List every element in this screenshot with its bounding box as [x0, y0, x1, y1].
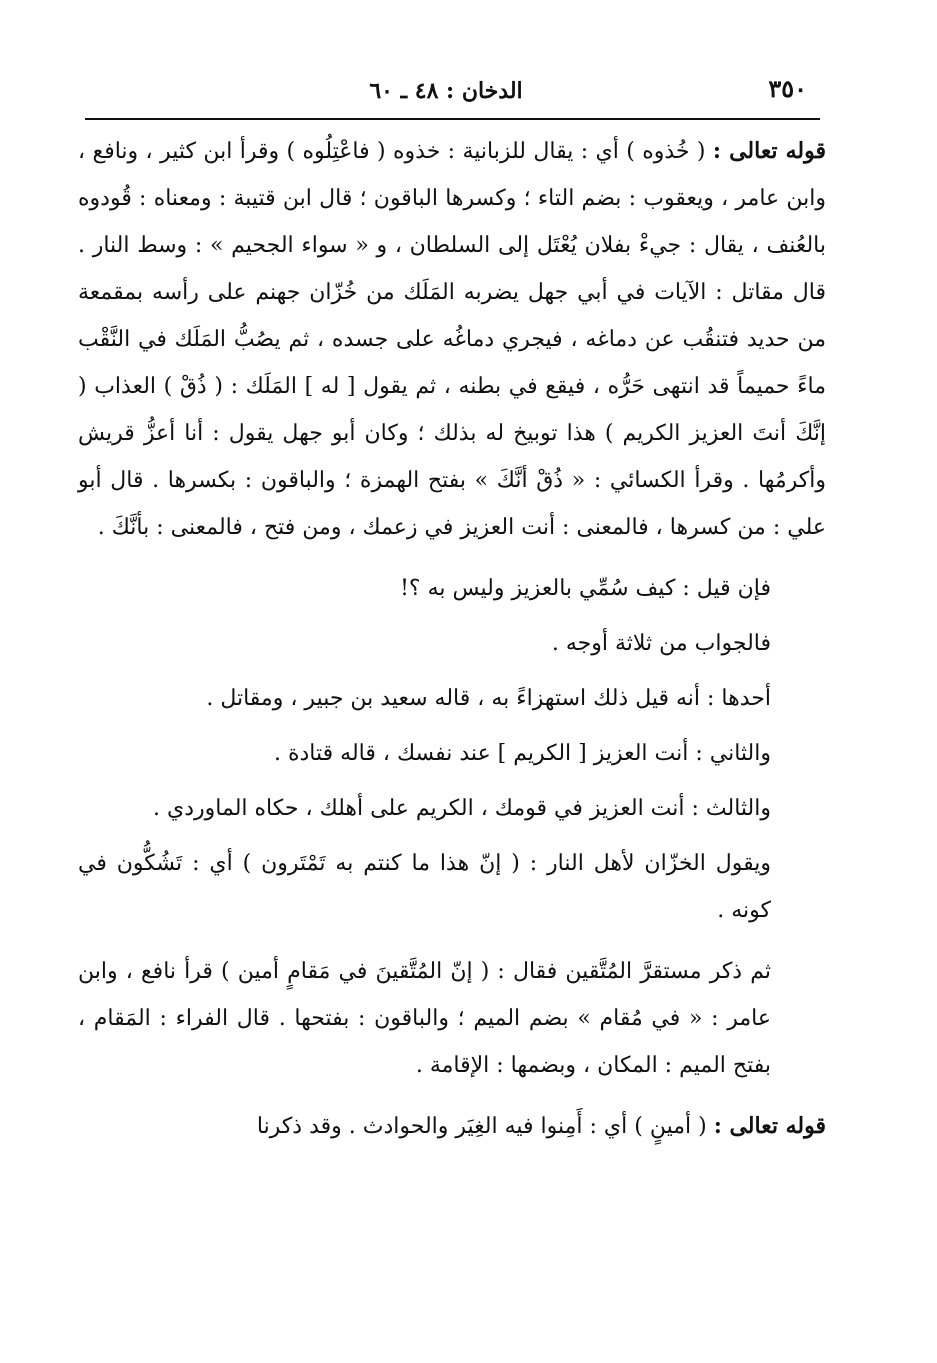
paragraph-answer-intro [78, 620, 826, 667]
paragraph-muttaqin [78, 948, 826, 1089]
paragraph-text: والثالث : أنت العزيز في قومك ، الكريم على أهلك ، حكاه الماوردي . [153, 796, 771, 821]
paragraph-text: والثاني : أنت العزيز [ الكريم ] عند نفسك ، قاله قتادة . [274, 741, 771, 766]
paragraph-commentary-khudhuhu [78, 128, 826, 551]
paragraph-answer-third [78, 785, 826, 832]
paragraph-lead: قوله تعالى : [712, 138, 826, 164]
paragraph-text: ثم ذكر مستقرَّ المُتَّقين فقال : ( إنّ المُتَّقينَ في مَقامٍ أمين ) قرأ نافع ، وابن عامر : « في مُقام » بضم الميم ؛ والباقون : بفتحها . قال الفراء : المَقام ، بفتح الميم : المكان ، وبضمها : الإقامة . [78, 959, 771, 1078]
paragraph-text: فإن قيل : كيف سُمِّي بالعزيز وليس به ؟! [400, 576, 771, 601]
paragraph-answer-first [78, 675, 826, 722]
paragraph-text: فالجواب من ثلاثة أوجه . [551, 631, 771, 656]
page-header [85, 62, 807, 108]
paragraph-text: ( خُذوه ) أي : يقال للزبانية : خذوه ( فاعْتِلُوه ) وقرأ ابن كثير ، ونافع ، وابن عامر ، ويعقوب : بضم التاء ؛ وكسرها الباقون ؛ قال ابن قتيبة : ومعناه : قُودوه بالعُنف ، يقال : جيءْ بفلان يُعْتَل إلى السلطان ، و « سواء الجحيم » : وسط النار . قال مقاتل : الآيات في أبي جهل يضربه المَلَك من خُزّان جهنم على رأسه بمقمعة من حديد فتنقُب عن دماغه ، فيجري دماغُه على جسده ، ثم يصُبُّ المَلَك في النَّقْب ماءً حميماً قد انتهى حَرُّه ، فيقع في بطنه ، ثم يقول [ له ] المَلَك : ( ذُقْ ) العذاب ( إنَّكَ أنتَ العزيز الكريم ) هذا توبيخ له بذلك ؛ وكان أبو جهل يقول : أنا أعزُّ قريش وأكرمُها . وقرأ الكسائي : « ذُقْ أنَّكَ » بفتح الهمزة ؛ والباقون : بكسرها . قال أبو علي : من كسرها ، فالمعنى : أنت العزيز في زعمك ، ومن فتح ، فالمعنى : بأنَّكَ . [78, 139, 826, 540]
main-text [78, 128, 826, 1150]
page-number: ٣٥٠ [768, 74, 807, 103]
paragraph-commentary-amin [78, 1103, 826, 1150]
paragraph-text: ( أمينٍ ) أي : أَمِنوا فيه الغِيَر والحوادث . وقد ذكرنا [256, 1114, 714, 1139]
paragraph-question [78, 565, 826, 612]
paragraph-lead: قوله تعالى : [713, 1113, 826, 1139]
paragraph-text: أحدها : أنه قيل ذلك استهزاءً به ، قاله سعيد بن جبير ، ومقاتل . [206, 686, 771, 711]
paragraph-khazzan [78, 840, 826, 934]
header-rule [85, 118, 820, 120]
running-title: الدخان : ٤٨ ـ ٦٠ [369, 78, 523, 104]
paragraph-answer-second [78, 730, 826, 777]
paragraph-text: ويقول الخزّان لأهل النار : ( إنّ هذا ما كنتم به تَمْتَرون ) أي : تَشُكُّون في كونه . [78, 851, 771, 923]
